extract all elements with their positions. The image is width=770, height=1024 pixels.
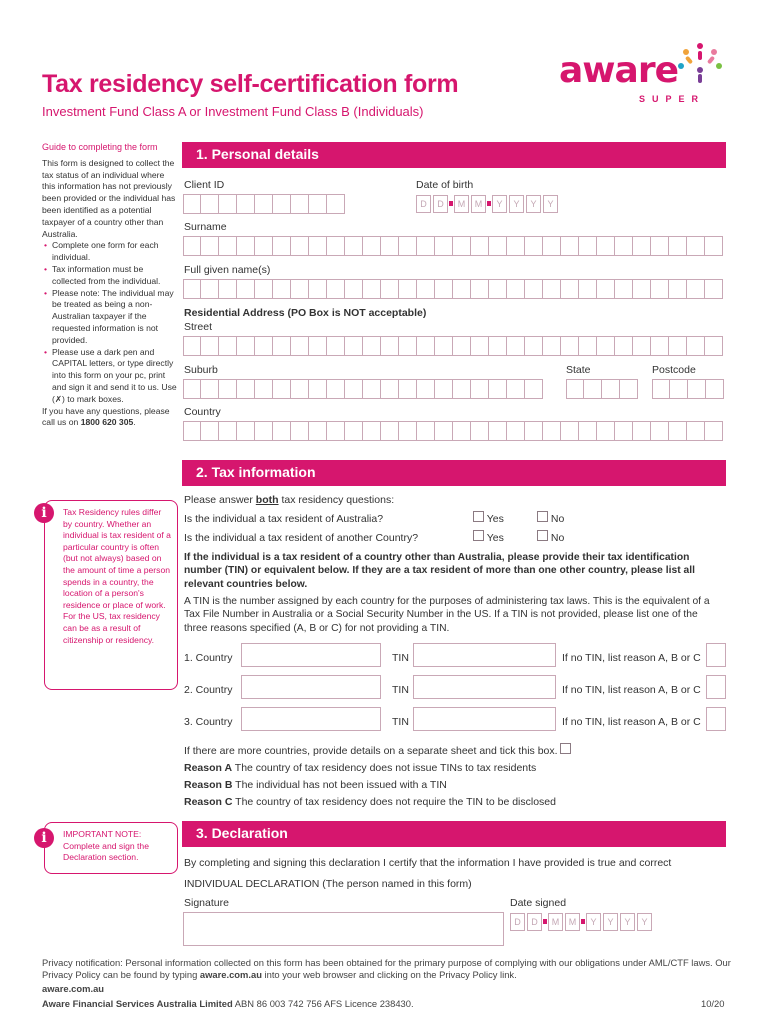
char-box[interactable]	[579, 236, 597, 256]
char-box[interactable]	[183, 279, 201, 299]
char-box[interactable]	[453, 421, 471, 441]
char-box[interactable]	[471, 236, 489, 256]
char-box[interactable]	[363, 236, 381, 256]
char-box[interactable]	[706, 379, 724, 399]
reason-3-input[interactable]	[706, 707, 726, 731]
country-field[interactable]	[183, 421, 723, 441]
char-box[interactable]	[688, 379, 706, 399]
important-note	[41, 822, 178, 874]
important-note-heading: IMPORTANT NOTE:	[63, 829, 142, 839]
char-box[interactable]	[327, 421, 345, 441]
char-box[interactable]	[237, 421, 255, 441]
char-box[interactable]	[345, 379, 363, 399]
tin-1-label: TIN	[392, 652, 409, 664]
phone-suffix: .	[133, 417, 136, 428]
other-yes[interactable]	[473, 530, 504, 544]
char-box[interactable]	[309, 336, 327, 356]
char-box[interactable]	[620, 379, 638, 399]
state-field[interactable]	[566, 379, 638, 399]
date-digit[interactable]: Y	[586, 913, 601, 931]
surname-label: Surname	[184, 221, 227, 233]
address-label: Residential Address (PO Box is NOT acceptable)	[184, 307, 427, 319]
char-box[interactable]	[471, 279, 489, 299]
reason-1-input[interactable]	[706, 643, 726, 667]
char-box[interactable]	[597, 336, 615, 356]
info-icon: i	[34, 828, 54, 848]
char-box[interactable]	[399, 379, 417, 399]
char-box[interactable]	[309, 194, 327, 214]
char-box[interactable]	[345, 236, 363, 256]
char-box[interactable]	[417, 421, 435, 441]
char-box[interactable]	[579, 336, 597, 356]
char-box[interactable]	[489, 336, 507, 356]
char-box[interactable]	[651, 279, 669, 299]
char-box[interactable]	[579, 421, 597, 441]
client-id-field[interactable]	[183, 194, 345, 214]
tin-3-input[interactable]	[413, 707, 556, 731]
char-box[interactable]	[291, 194, 309, 214]
char-box[interactable]	[273, 279, 291, 299]
reason-c-text: The country of tax residency does not require the TIN to be disclosed	[232, 796, 556, 808]
country-1-label: 1. Country	[184, 652, 233, 664]
more-countries-label: If there are more countries, provide details on a separate sheet and tick this box.	[184, 745, 558, 757]
char-box[interactable]	[584, 379, 602, 399]
char-box[interactable]	[291, 279, 309, 299]
char-box[interactable]	[615, 336, 633, 356]
guide-bullet: • Please use a dark pen and CAPITAL letters, or type directly into this form on your pc, print and sign it and send it to us. Use (✗) to mark boxes.	[42, 347, 178, 406]
version: 10/20	[701, 998, 725, 1009]
char-box[interactable]	[435, 236, 453, 256]
char-box[interactable]	[507, 336, 525, 356]
char-box[interactable]	[615, 421, 633, 441]
char-box[interactable]	[633, 279, 651, 299]
more-countries-checkbox[interactable]	[560, 743, 571, 754]
char-box[interactable]	[543, 236, 561, 256]
question-australia: Is the individual a tax resident of Australia?	[184, 513, 384, 525]
char-box[interactable]	[201, 279, 219, 299]
char-box[interactable]	[417, 336, 435, 356]
char-box[interactable]	[273, 336, 291, 356]
char-box[interactable]	[453, 336, 471, 356]
no-label: No	[550, 513, 565, 525]
char-box[interactable]	[219, 194, 237, 214]
char-box[interactable]	[201, 236, 219, 256]
date-digit[interactable]: Y	[603, 913, 618, 931]
country-label: Country	[184, 406, 221, 418]
char-box[interactable]	[291, 336, 309, 356]
guide-heading: Guide to completing the form	[42, 142, 158, 152]
char-box[interactable]	[651, 336, 669, 356]
important-note-text: Complete and sign the Declaration section.	[63, 840, 149, 863]
char-box[interactable]	[687, 336, 705, 356]
date-digit[interactable]: M	[548, 913, 563, 931]
surname-field[interactable]	[183, 236, 723, 256]
char-box[interactable]	[435, 279, 453, 299]
char-box[interactable]	[597, 236, 615, 256]
char-box[interactable]	[183, 236, 201, 256]
given-names-label: Full given name(s)	[184, 264, 271, 276]
char-box[interactable]	[237, 279, 255, 299]
char-box[interactable]	[561, 421, 579, 441]
char-box[interactable]	[633, 236, 651, 256]
date-digit[interactable]: D	[527, 913, 542, 931]
char-box[interactable]	[669, 421, 687, 441]
char-box[interactable]	[507, 279, 525, 299]
char-box[interactable]	[525, 336, 543, 356]
no-tin-1-label: If no TIN, list reason A, B or C	[562, 652, 701, 664]
answer-prefix: Please answer	[184, 494, 256, 506]
char-box[interactable]	[435, 421, 453, 441]
given-names-field[interactable]	[183, 279, 723, 299]
char-box[interactable]	[345, 336, 363, 356]
char-box[interactable]	[219, 421, 237, 441]
char-box[interactable]	[489, 236, 507, 256]
char-box[interactable]	[417, 379, 435, 399]
dob-label: Date of birth	[416, 179, 474, 191]
privacy-link[interactable]: aware.com.au	[199, 969, 262, 980]
char-box[interactable]	[705, 336, 723, 356]
dob-digit[interactable]: Y	[543, 195, 558, 213]
char-box[interactable]	[652, 379, 670, 399]
char-box[interactable]	[669, 236, 687, 256]
reason-a-key: Reason A	[184, 762, 233, 774]
char-box[interactable]	[255, 421, 273, 441]
guide-questions	[42, 406, 178, 430]
section-personal-details: 1. Personal details	[182, 142, 726, 168]
guide-list	[42, 240, 178, 405]
privacy-text-2: into your web browser and clicking on the Privacy Policy link.	[261, 969, 517, 980]
guide-bullet: • Please note: The individual may be treated as being a non-Australian taxpayer if the requested information is not provided.	[42, 288, 178, 347]
privacy-notice	[42, 957, 732, 981]
char-box[interactable]	[525, 379, 543, 399]
date-digit[interactable]: M	[565, 913, 580, 931]
char-box[interactable]	[327, 236, 345, 256]
guide-bullet: • Complete one form for each individual.	[42, 240, 178, 264]
checkbox[interactable]	[537, 530, 548, 541]
state-label: State	[566, 364, 591, 376]
foreign-resident-instruction: If the individual is a tax resident of a country other than Australia, please provide their tax identification number (TIN) or equivalent below. If they are a tax resident of more than one other country, please list all relevant countries below.	[184, 552, 695, 590]
char-box[interactable]	[525, 236, 543, 256]
reason-a	[184, 762, 536, 774]
tax-note-box	[44, 500, 178, 690]
char-box[interactable]	[291, 379, 309, 399]
date-digit[interactable]: Y	[637, 913, 652, 931]
date-digit[interactable]: Y	[620, 913, 635, 931]
aware-super-logo	[557, 40, 727, 110]
char-box[interactable]	[615, 236, 633, 256]
char-box[interactable]	[566, 379, 584, 399]
char-box[interactable]	[381, 279, 399, 299]
section-declaration: 3. Declaration	[182, 821, 726, 847]
char-box[interactable]	[687, 421, 705, 441]
date-signed-field[interactable]	[510, 913, 654, 931]
guide-bullet: • Tax information must be collected from the individual.	[42, 264, 178, 288]
checkbox[interactable]	[537, 511, 548, 522]
char-box[interactable]	[597, 279, 615, 299]
char-box[interactable]	[615, 279, 633, 299]
char-box[interactable]	[363, 336, 381, 356]
question-other-country: Is the individual a tax resident of another Country?	[184, 532, 419, 544]
char-box[interactable]	[363, 421, 381, 441]
char-box[interactable]	[183, 379, 201, 399]
individual-declaration: INDIVIDUAL DECLARATION (The person named in this form)	[184, 878, 472, 890]
char-box[interactable]	[255, 379, 273, 399]
char-box[interactable]	[597, 421, 615, 441]
dob-separator	[449, 201, 453, 206]
reason-b-key: Reason B	[184, 779, 233, 791]
date-digit[interactable]: D	[510, 913, 525, 931]
char-box[interactable]	[399, 336, 417, 356]
char-box[interactable]	[201, 336, 219, 356]
char-box[interactable]	[669, 336, 687, 356]
char-box[interactable]	[237, 236, 255, 256]
section-tax-information: 2. Tax information	[182, 460, 726, 486]
char-box[interactable]	[273, 379, 291, 399]
char-box[interactable]	[255, 194, 273, 214]
char-box[interactable]	[705, 279, 723, 299]
street-label: Street	[184, 321, 213, 333]
checkbox[interactable]	[473, 530, 484, 541]
date-signed-label: Date signed	[510, 897, 567, 909]
char-box[interactable]	[237, 336, 255, 356]
australia-no[interactable]	[537, 511, 564, 525]
postcode-label: Postcode	[652, 364, 696, 376]
answer-both: both	[255, 494, 279, 506]
char-box[interactable]	[201, 421, 219, 441]
dob-digit[interactable]: M	[471, 195, 486, 213]
logo-people-icon	[675, 40, 725, 90]
char-box[interactable]	[453, 236, 471, 256]
dob-field[interactable]	[416, 195, 560, 213]
char-box[interactable]	[201, 379, 219, 399]
tax-note-text: Tax Residency rules differ by country. Whether an individual is tax resident of a particular country is often (but not always) based on the amount of time a person spends in a country, the location of a person's residence or place of work. For the US, tax residency can be as a result of citizenship or residency.	[63, 507, 171, 645]
char-box[interactable]	[687, 236, 705, 256]
char-box[interactable]	[471, 421, 489, 441]
char-box[interactable]	[651, 421, 669, 441]
char-box[interactable]	[327, 279, 345, 299]
tax-residency-note	[41, 500, 178, 690]
other-no[interactable]	[537, 530, 564, 544]
dob-digit[interactable]: M	[454, 195, 469, 213]
tin-2-input[interactable]	[413, 675, 556, 699]
country-2-label: 2. Country	[184, 684, 233, 696]
char-box[interactable]	[435, 379, 453, 399]
declaration-statement: By completing and signing this declaration I certify that the information I have provided is true and correct	[184, 857, 672, 869]
char-box[interactable]	[435, 336, 453, 356]
char-box[interactable]	[670, 379, 688, 399]
important-note-box	[44, 822, 178, 874]
tin-2-label: TIN	[392, 684, 409, 696]
char-box[interactable]	[255, 279, 273, 299]
guide-panel	[42, 142, 178, 429]
char-box[interactable]	[219, 379, 237, 399]
char-box[interactable]	[363, 379, 381, 399]
char-box[interactable]	[543, 279, 561, 299]
logo-wordmark: aware	[559, 50, 679, 91]
char-box[interactable]	[363, 279, 381, 299]
char-box[interactable]	[309, 379, 327, 399]
guide-questions-text: If you have any questions, please call us on	[42, 405, 170, 428]
signature-label: Signature	[184, 897, 229, 909]
info-icon: i	[34, 503, 54, 523]
char-box[interactable]	[633, 421, 651, 441]
country-3-label: 3. Country	[184, 716, 233, 728]
char-box[interactable]	[219, 279, 237, 299]
char-box[interactable]	[309, 279, 327, 299]
char-box[interactable]	[327, 194, 345, 214]
logo-super: SUPER	[639, 94, 706, 104]
char-box[interactable]	[669, 279, 687, 299]
tin-3-label: TIN	[392, 716, 409, 728]
char-box[interactable]	[543, 421, 561, 441]
char-box[interactable]	[507, 236, 525, 256]
char-box[interactable]	[381, 421, 399, 441]
char-box[interactable]	[561, 279, 579, 299]
reason-a-text: The country of tax residency does not issue TINs to tax residents	[232, 762, 537, 774]
more-countries-text	[184, 743, 571, 757]
char-box[interactable]	[273, 421, 291, 441]
form-subtitle: Investment Fund Class A or Investment Fund Class B (Individuals)	[42, 104, 424, 119]
website[interactable]: aware.com.au	[42, 983, 105, 994]
char-box[interactable]	[201, 194, 219, 214]
char-box[interactable]	[525, 279, 543, 299]
char-box[interactable]	[345, 421, 363, 441]
char-box[interactable]	[687, 279, 705, 299]
char-box[interactable]	[507, 379, 525, 399]
char-box[interactable]	[381, 236, 399, 256]
char-box[interactable]	[561, 236, 579, 256]
char-box[interactable]	[399, 279, 417, 299]
reason-b-text: The individual has not been issued with a TIN	[232, 779, 447, 791]
country-2-input[interactable]	[241, 675, 381, 699]
dob-digit[interactable]: D	[416, 195, 431, 213]
char-box[interactable]	[309, 236, 327, 256]
char-box[interactable]	[525, 421, 543, 441]
char-box[interactable]	[453, 379, 471, 399]
char-box[interactable]	[255, 336, 273, 356]
char-box[interactable]	[273, 236, 291, 256]
suburb-label: Suburb	[184, 364, 218, 376]
char-box[interactable]	[183, 421, 201, 441]
suburb-field[interactable]	[183, 379, 543, 399]
company-abn: ABN 86 003 742 756 AFS Licence 238430.	[232, 998, 414, 1009]
char-box[interactable]	[602, 379, 620, 399]
char-box[interactable]	[381, 379, 399, 399]
char-box[interactable]	[219, 236, 237, 256]
char-box[interactable]	[633, 336, 651, 356]
dob-digit[interactable]: Y	[526, 195, 541, 213]
char-box[interactable]	[417, 279, 435, 299]
signature-field[interactable]	[183, 912, 504, 946]
privacy-text-1: Privacy notification: Personal information collected on this form has been obtained for the primary purpose of complying with our obligations under AML/CTF laws. Our Privacy Policy can be found by typing	[42, 957, 731, 980]
country-3-input[interactable]	[241, 707, 381, 731]
reason-b	[184, 779, 447, 791]
char-box[interactable]	[507, 421, 525, 441]
guide-intro: This form is designed to collect the tax status of an individual where this information has not previously been provided or the individual has been identified as a potential taxpayer of a country other than Australia.	[42, 157, 176, 239]
company-name: Aware Financial Services Australia Limited	[42, 998, 233, 1009]
tin-explanation: A TIN is the number assigned by each country for the purposes of administering tax laws. This is the equivalent of a Tax File Number in Australia or a Social Security Number in the US. If a TIN is not provided, please list one of the three reasons specified (A, B or C) for not providing a TIN.	[184, 596, 710, 634]
no-label: No	[550, 532, 565, 544]
postcode-field[interactable]	[652, 379, 724, 399]
char-box[interactable]	[471, 336, 489, 356]
char-box[interactable]	[489, 379, 507, 399]
tin-1-input[interactable]	[413, 643, 556, 667]
char-box[interactable]	[273, 194, 291, 214]
australia-yes[interactable]	[473, 511, 504, 525]
no-tin-2-label: If no TIN, list reason A, B or C	[562, 684, 701, 696]
reason-c	[184, 796, 556, 808]
char-box[interactable]	[489, 279, 507, 299]
no-tin-3-label: If no TIN, list reason A, B or C	[562, 716, 701, 728]
char-box[interactable]	[453, 279, 471, 299]
answer-suffix: tax residency questions:	[278, 494, 395, 506]
char-box[interactable]	[183, 336, 201, 356]
char-box[interactable]	[219, 336, 237, 356]
dob-digit[interactable]: Y	[492, 195, 507, 213]
char-box[interactable]	[327, 336, 345, 356]
client-id-label: Client ID	[184, 179, 225, 191]
country-1-input[interactable]	[241, 643, 381, 667]
answer-instruction	[184, 494, 394, 506]
date-separator	[543, 919, 547, 924]
char-box[interactable]	[345, 279, 363, 299]
char-box[interactable]	[255, 236, 273, 256]
street-field[interactable]	[183, 336, 723, 356]
char-box[interactable]	[381, 336, 399, 356]
char-box[interactable]	[327, 379, 345, 399]
yes-label: Yes	[486, 513, 504, 525]
char-box[interactable]	[291, 236, 309, 256]
dob-separator	[487, 201, 491, 206]
dob-digit[interactable]: Y	[509, 195, 524, 213]
char-box[interactable]	[561, 336, 579, 356]
form-title: Tax residency self-certification form	[42, 70, 459, 98]
char-box[interactable]	[705, 421, 723, 441]
char-box[interactable]	[237, 379, 255, 399]
char-box[interactable]	[309, 421, 327, 441]
phone-number: 1800 620 305	[80, 417, 134, 428]
char-box[interactable]	[183, 194, 201, 214]
char-box[interactable]	[705, 236, 723, 256]
yes-label: Yes	[486, 532, 504, 544]
char-box[interactable]	[651, 236, 669, 256]
checkbox[interactable]	[473, 511, 484, 522]
date-separator	[581, 919, 585, 924]
char-box[interactable]	[489, 421, 507, 441]
char-box[interactable]	[399, 421, 417, 441]
company-line	[42, 998, 414, 1009]
char-box[interactable]	[543, 336, 561, 356]
char-box[interactable]	[291, 421, 309, 441]
char-box[interactable]	[399, 236, 417, 256]
reason-2-input[interactable]	[706, 675, 726, 699]
char-box[interactable]	[471, 379, 489, 399]
dob-digit[interactable]: D	[433, 195, 448, 213]
char-box[interactable]	[237, 194, 255, 214]
char-box[interactable]	[417, 236, 435, 256]
reason-c-key: Reason C	[184, 796, 233, 808]
char-box[interactable]	[579, 279, 597, 299]
